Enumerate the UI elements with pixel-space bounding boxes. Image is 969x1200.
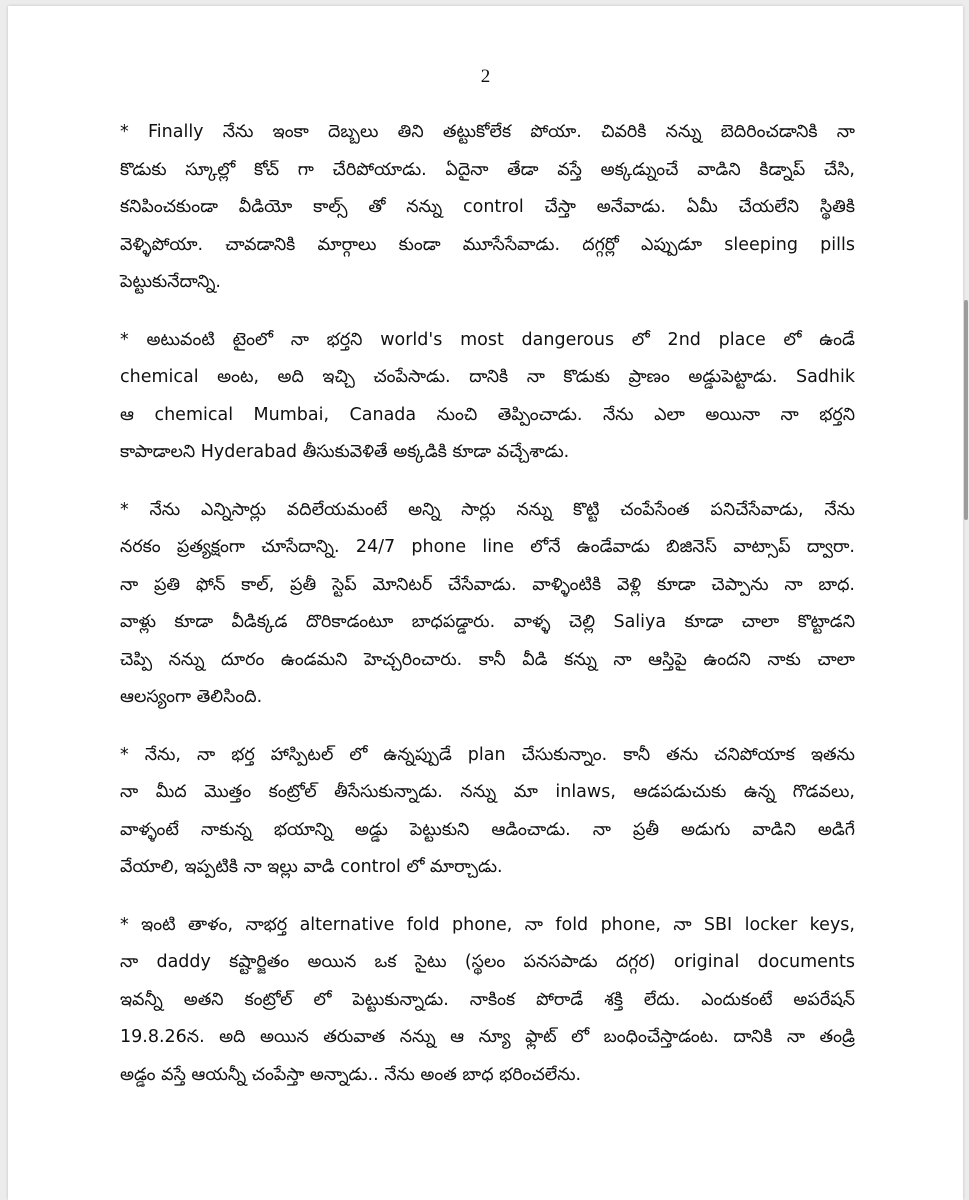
paragraph-2 <box>120 322 855 472</box>
text-line: కాపాడాలని Hyderabad తీసుకువెళితే అక్కడికి కూడా వచ్చేశాడు. <box>120 442 570 462</box>
text-line: నా daddy కష్టార్జితం అయిన ఒక సైటు (స్థలం పనసపాడు దగ్గర) original documents <box>120 952 855 972</box>
text-line: * నేను, నా భర్త హాస్పిటల్ లో ఉన్నప్పుడే plan చేసుకున్నాం. కానీ తను చనిపోయాక ఇతను <box>120 744 855 765</box>
paragraph-1 <box>120 114 855 302</box>
text-line: నా మీద మొత్తం కంట్రోల్ తీసేసుకున్నాడు. నన్ను మా inlaws, ఆడపడుచుకు ఉన్న గొడవలు, <box>120 782 855 802</box>
text-line: నా ప్రతి ఫోన్ కాల్, ప్రతీ స్టెప్ మోనిటర్ చేసేవాడు. వాళ్ళింటికి వెళ్లి కూడా చెప్పాను నా బాధ. <box>120 574 855 595</box>
text-line: వాళ్ళంటే నాకున్న భయాన్ని అడ్డు పెట్టుకుని ఆడించాడు. నా ప్రతీ అడుగు వాడిని అడిగే <box>120 819 855 840</box>
text-line: * ఇంటి తాళం, నాభర్త alternative fold phone, నా fold phone, నా SBI locker keys, <box>120 914 855 935</box>
scrollbar-thumb[interactable] <box>964 300 968 520</box>
text-line: * అటువంటి టైంలో నా భర్తని world's most dangerous లో 2nd place లో ఉండే <box>120 329 855 350</box>
text-line: అడ్డం వస్తే ఆయన్నీ చంపేస్తా అన్నాడు.. నేను అంత బాధ భరించలేను. <box>120 1064 582 1085</box>
text-line: చెప్పి నన్ను దూరం ఉండమని హెచ్చరించారు. కానీ వీడి కన్ను నా ఆస్తిపై ఉందని నాకు చాలా <box>120 649 855 670</box>
paragraph-3 <box>120 492 855 717</box>
text-line: * Finally నేను ఇంకా దెబ్బలు తిని తట్టుకోలేక పోయా. చివరికి నన్ను బెదిరించడానికి నా <box>120 122 855 142</box>
text-line: వాళ్లు కూడా వీడిక్కడ దొరికాడంటూ బాధపడ్డారు. వాళ్ళ చెల్లి Saliya కూడా చాలా కొట్టాడని <box>120 612 855 632</box>
text-line: ఇవన్నీ అతని కంట్రోల్ లో పెట్టుకున్నాడు. నాకింక పోరాడే శక్తి లేదు. ఎందుకంటే అపరేషన్ <box>120 989 855 1010</box>
text-line: నరకం ప్రత్యక్షంగా చూసేదాన్ని. 24/7 phone line లోనే ఉండేవాడు బిజినెస్ వాట్సాప్ ద్వారా. <box>120 537 855 557</box>
document-page <box>8 6 963 1200</box>
text-line: పెట్టుకునేదాన్ని. <box>120 272 221 292</box>
text-line: chemical అంట, అది ఇచ్చి చంపేసాడు. దానికి నా కొడుకు ప్రాణం అడ్డుపెట్టాడు. Sadhik <box>120 367 855 387</box>
text-line: కనిపించకుండా వీడియో కాల్స్ తో నన్ను control చేస్తా అనేవాడు. ఏమీ చేయలేని స్థితికి <box>120 197 855 217</box>
paragraph-5 <box>120 907 855 1095</box>
text-line: వేయాలి, ఇప్పటికి నా ఇల్లు వాడి control లో మార్చాడు. <box>120 857 503 877</box>
page-number: 2 <box>480 66 491 87</box>
document-body <box>120 114 855 1114</box>
text-line: 19.8.26న. అది అయిన తరువాత నన్ను ఆ న్యూ ఫ్లాట్ లో బంధించేస్తాడంట. దానికి నా తండ్రి <box>120 1027 855 1047</box>
text-line: ఆ chemical Mumbai, Canada నుంచి తెప్పించాడు. నేను ఎలా అయినా నా భర్తని <box>120 404 855 425</box>
vertical-scrollbar[interactable] <box>963 0 969 1200</box>
text-line: ఆలస్యంగా తెలిసింది. <box>120 687 263 707</box>
text-line: వెళ్ళిపోయా. చావడానికి మార్గాలు కుండా మూసేసేవాడు. దగ్గర్లో ఎప్పుడూ sleeping pills <box>120 234 855 255</box>
paragraph-4 <box>120 737 855 887</box>
text-line: * నేను ఎన్నిసార్లు వదిలేయమంటే అన్ని సార్లు నన్ను కొట్టి చంపేసేంత పనిచేసేవాడు, నేను <box>120 499 855 520</box>
text-line: కొడుకు స్కూల్లో కోచ్ గా చేరిపోయాడు. ఏదైనా తేడా వస్తే అక్కడ్నుంచే వాడిని కిడ్నాప్ చేసి, <box>120 159 855 180</box>
